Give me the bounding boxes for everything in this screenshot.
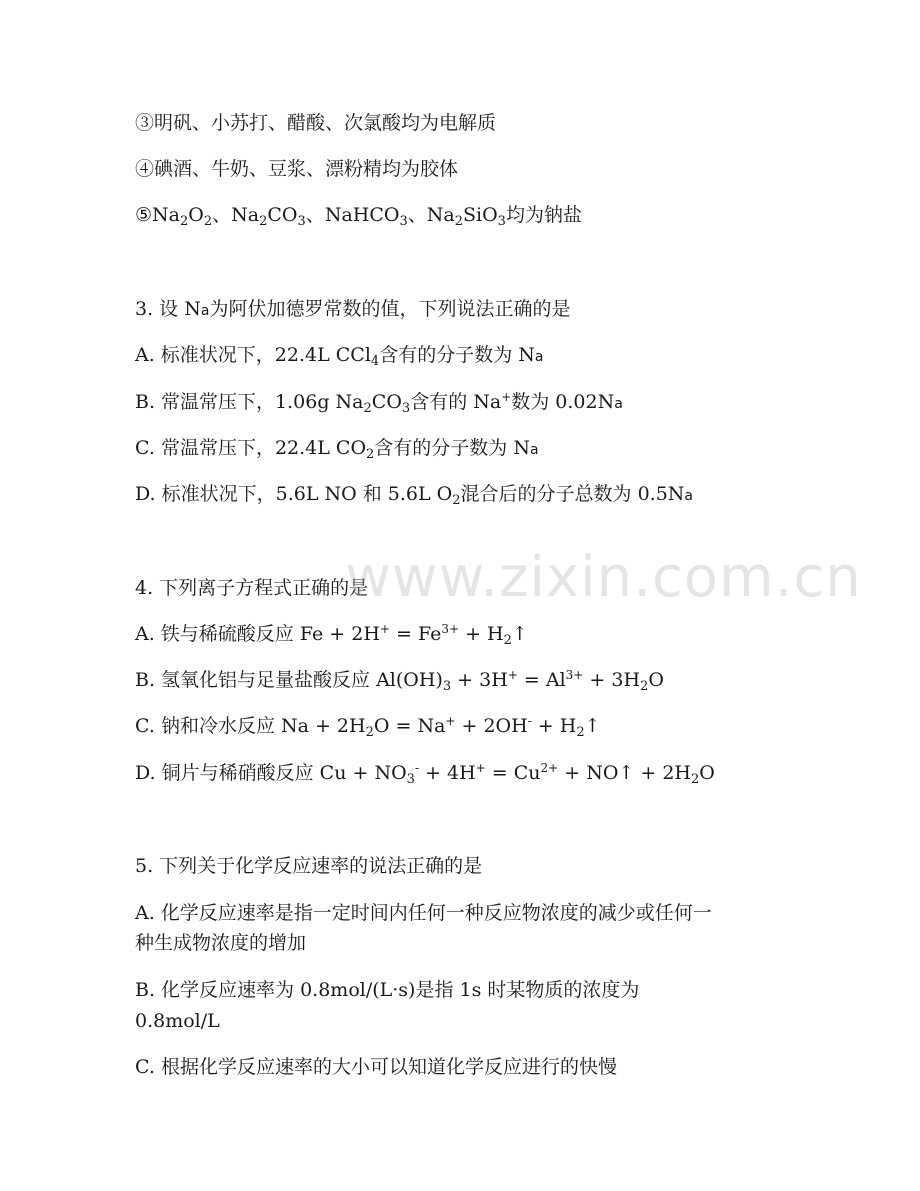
question-5-option-a-line2: 种生成物浓度的增加 xyxy=(135,932,307,954)
question-4-stem: 4. 下列离子方程式正确的是 xyxy=(135,577,369,599)
question-3-stem: 3. 设 Na为阿伏加德罗常数的值，下列说法正确的是 xyxy=(135,298,571,320)
item-5-sodium-salts: $⑤Na_2O_2$、$Na_2CO_3$、NaHCO$_3$、$Na_2SiO_3$均为钠盐 xyxy=(135,204,582,229)
question-4-option-d: D. 铜片与稀硝酸反应 $Cu + NO_3^- + 4H^+ = Cu^{2+}$ + NO↑ + $2H_2O$ xyxy=(135,761,715,787)
question-4-option-b: B. 氢氧化铝与足量盐酸反应 $Al(OH)_3 + 3H^+ = Al^{3+} + 3H_2O$ xyxy=(135,668,664,694)
question-4-option-a: A. 铁与稀硫酸反应 $Fe + 2H^+ = Fe^{3+}$ + $H_2↑$ xyxy=(135,622,528,648)
question-5-option-b-line2: 0.8mol/L xyxy=(135,1010,220,1032)
question-5-option-c: C. 根据化学反应速率的大小可以知道化学反应进行的快慢 xyxy=(135,1056,617,1078)
question-5-option-a-line1: A. 化学反应速率是指一定时间内任何一种反应物浓度的减少或任何一 xyxy=(135,902,712,924)
item-4-colloids: ④碘酒、牛奶、豆浆、漂粉精均为胶体 xyxy=(135,158,459,180)
question-3-option-a: A. 标准状况下，22.4L CCl$_4$含有的分子数为 Na xyxy=(135,344,544,369)
question-3-option-c: C. 常温常压下，22.4L $CO_2$含有的分子数为 Na xyxy=(135,437,539,462)
question-4-option-c: C. 钠和冷水反应 $Na + 2H_2O = Na^+ + 2OH^-$ + $H_2↑$ xyxy=(135,714,601,740)
question-3-option-b: B. 常温常压下，1.06g $Na_2CO_3$含有的 Na+数为 0.02Na xyxy=(135,390,623,416)
question-5-stem: 5. 下列关于化学反应速率的说法正确的是 xyxy=(135,855,483,877)
item-3-electrolytes: ③明矾、小苏打、醋酸、次氯酸均为电解质 xyxy=(135,112,497,134)
question-5-option-b-line1: B. 化学反应速率为 0.8mol/(L·s)是指 1s 时某物质的浓度为 xyxy=(135,979,640,1001)
question-3-option-d: D. 标准状况下，5.6L NO 和 5.6L $O_2$混合后的分子总数为 0.5Na xyxy=(135,483,694,508)
watermark: www.zixin.com.cn xyxy=(345,545,862,610)
